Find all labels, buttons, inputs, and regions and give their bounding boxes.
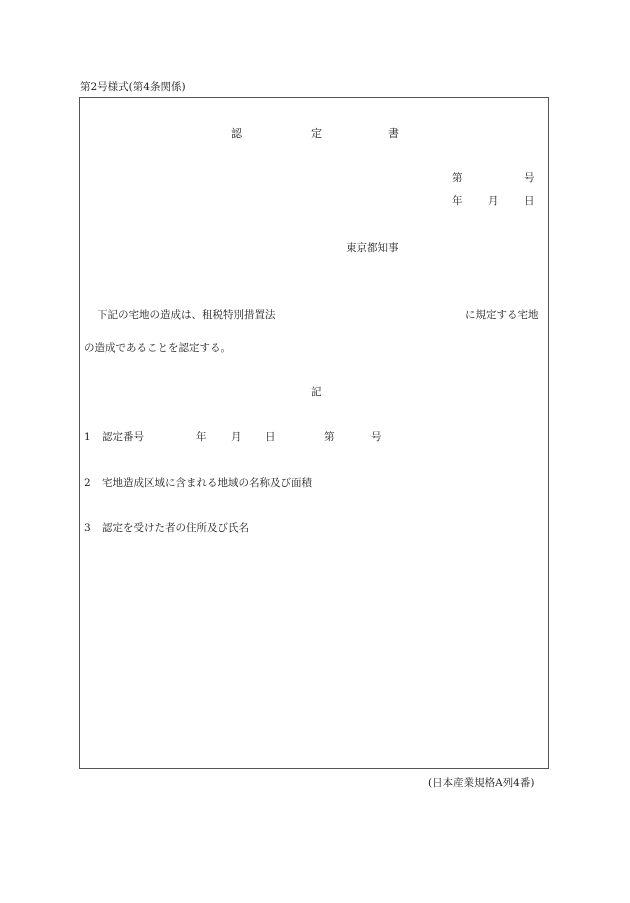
document-title-char-2: 定 (311, 127, 322, 140)
item-1-year-label: 年 (196, 431, 207, 443)
item-1-number-prefix: 第 (324, 431, 335, 443)
item-1-month-label: 月 (231, 431, 242, 443)
document-title-char-3: 書 (388, 127, 399, 140)
ki-heading: 記 (311, 386, 322, 398)
item-3-label: 認定を受けた者の住所及び氏名 (102, 522, 249, 534)
body-text-line-1-start: 下記の宅地の造成は、租税特別措置法 (97, 309, 276, 321)
body-text-line-1-end: に規定する宅地 (465, 309, 539, 321)
item-3-number: 3 (84, 522, 91, 534)
item-2-number: 2 (84, 477, 91, 489)
issue-date-day-label: 日 (524, 195, 535, 207)
item-1-label: 認定番号 (102, 431, 144, 443)
item-1-number-suffix: 号 (371, 431, 382, 443)
issue-date-month-label: 月 (488, 195, 499, 207)
certificate-number-suffix: 号 (524, 172, 535, 184)
issue-date-year-label: 年 (452, 195, 463, 207)
item-2-label: 宅地造成区域に含まれる地域の名称及び面積 (102, 477, 312, 489)
paper-size-note: (日本産業規格A列4番) (428, 777, 535, 789)
document-title-char-1: 認 (231, 127, 242, 140)
certificate-number-prefix: 第 (452, 172, 463, 184)
item-1-number: 1 (84, 431, 91, 443)
form-frame (79, 97, 549, 769)
item-1-day-label: 日 (265, 431, 276, 443)
form-number-label: 第2号様式(第4条関係) (80, 81, 186, 93)
body-text-line-2: の造成であることを認定する。 (84, 342, 231, 354)
issuer-name: 東京都知事 (346, 242, 399, 254)
